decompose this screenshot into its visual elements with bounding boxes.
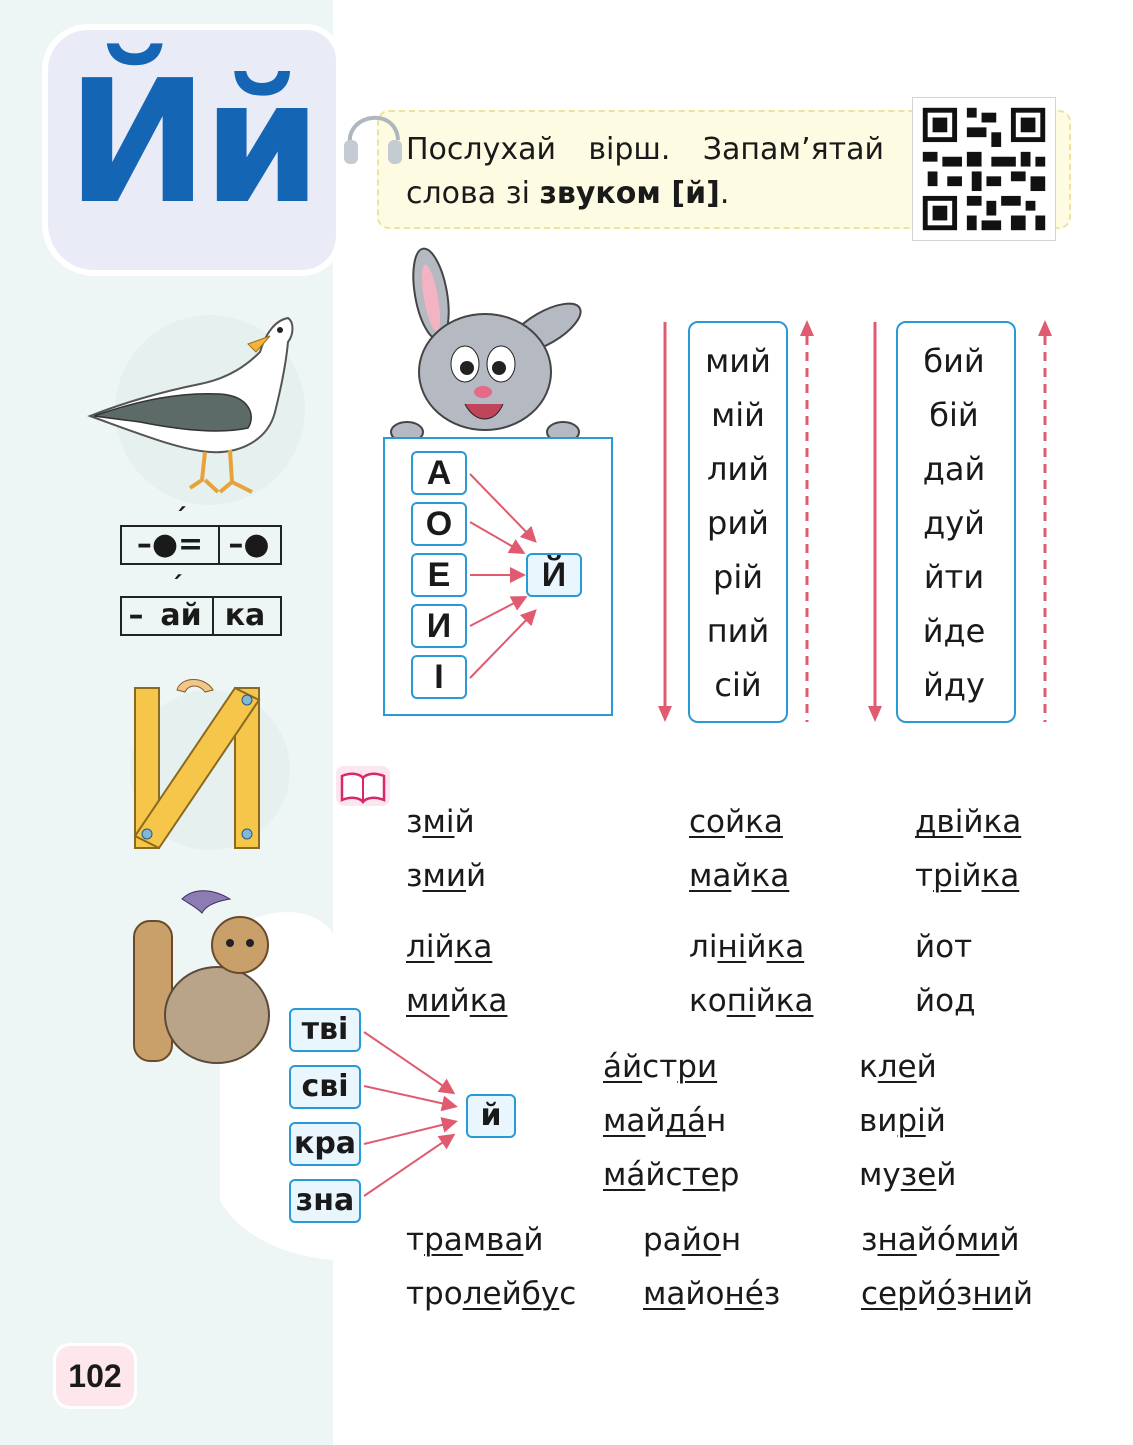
stress-mark: ´ [174,504,187,534]
syllable-box: тві [289,1008,361,1052]
syllable: мій [711,396,765,434]
word: серйо́зний [861,1276,1033,1312]
word: ма́йстер [603,1157,740,1193]
word: клей [859,1049,937,1085]
word: знайо́мий [861,1222,1020,1258]
word: мийка [406,983,508,1019]
syllable: пий [706,612,770,650]
word: а́йстри [603,1049,718,1085]
vowel-box: А [411,451,467,495]
vowel-box: И [411,604,467,648]
target-letter-box: й [466,1094,516,1138]
syllable: сій [714,666,762,704]
book-icon [334,764,392,808]
word: майоне́з [643,1276,781,1312]
syllable: бій [929,396,979,434]
page-number: 102 [56,1346,134,1406]
syllable: мий [705,342,771,380]
syllable: йти [923,558,985,596]
word: район [643,1222,742,1258]
word: вирій [859,1103,946,1139]
word: майда́н [603,1103,727,1139]
word: лінійка [689,929,805,965]
stress-mark: ´ [170,572,183,602]
headphones-icon[interactable] [340,100,406,170]
syllable-box: сві [289,1065,361,1109]
syllable: бий [923,342,985,380]
vowel-box: О [411,502,467,546]
word: копійка [689,983,814,1019]
syllable: рій [713,558,763,596]
word: сойка [689,804,783,840]
qr-code-icon[interactable] [912,97,1056,241]
cat-letter-picture [122,885,282,1070]
syllable: йде [922,612,986,650]
target-letter-box: Й [526,553,582,597]
vowel-arrows [460,460,540,690]
vowel-box: І [411,655,467,699]
bunny-picture [385,244,600,444]
word: трійка [915,858,1020,894]
word: двійка [915,804,1022,840]
ruler-letter-picture [125,670,275,860]
syllable: дай [922,450,986,488]
word: музей [859,1157,957,1193]
word: йод [915,983,976,1019]
sound-scheme: –●= –● [120,525,282,565]
word: йот [915,929,973,965]
syllable: рий [707,504,769,542]
vowel-box: Е [411,553,467,597]
word: лійка [406,929,493,965]
syllable-scheme: – ай ка [120,596,282,636]
syllable-box: кра [289,1122,361,1166]
letter-title: Йй [66,44,316,242]
join-arrows [360,1026,465,1206]
syllable-box: зна [289,1179,361,1223]
instruction-text: Послухай вірш. Запам’ятай слова зі звуком [й]. [406,132,884,211]
word: змій [406,804,475,840]
syllable: дуй [923,504,985,542]
syllable: йду [923,666,985,704]
word: трамвай [406,1222,544,1258]
word: тролейбус [406,1276,577,1312]
word: майка [689,858,790,894]
syllable: лий [706,450,770,488]
seagull-picture [80,312,300,502]
word: змий [406,858,487,894]
